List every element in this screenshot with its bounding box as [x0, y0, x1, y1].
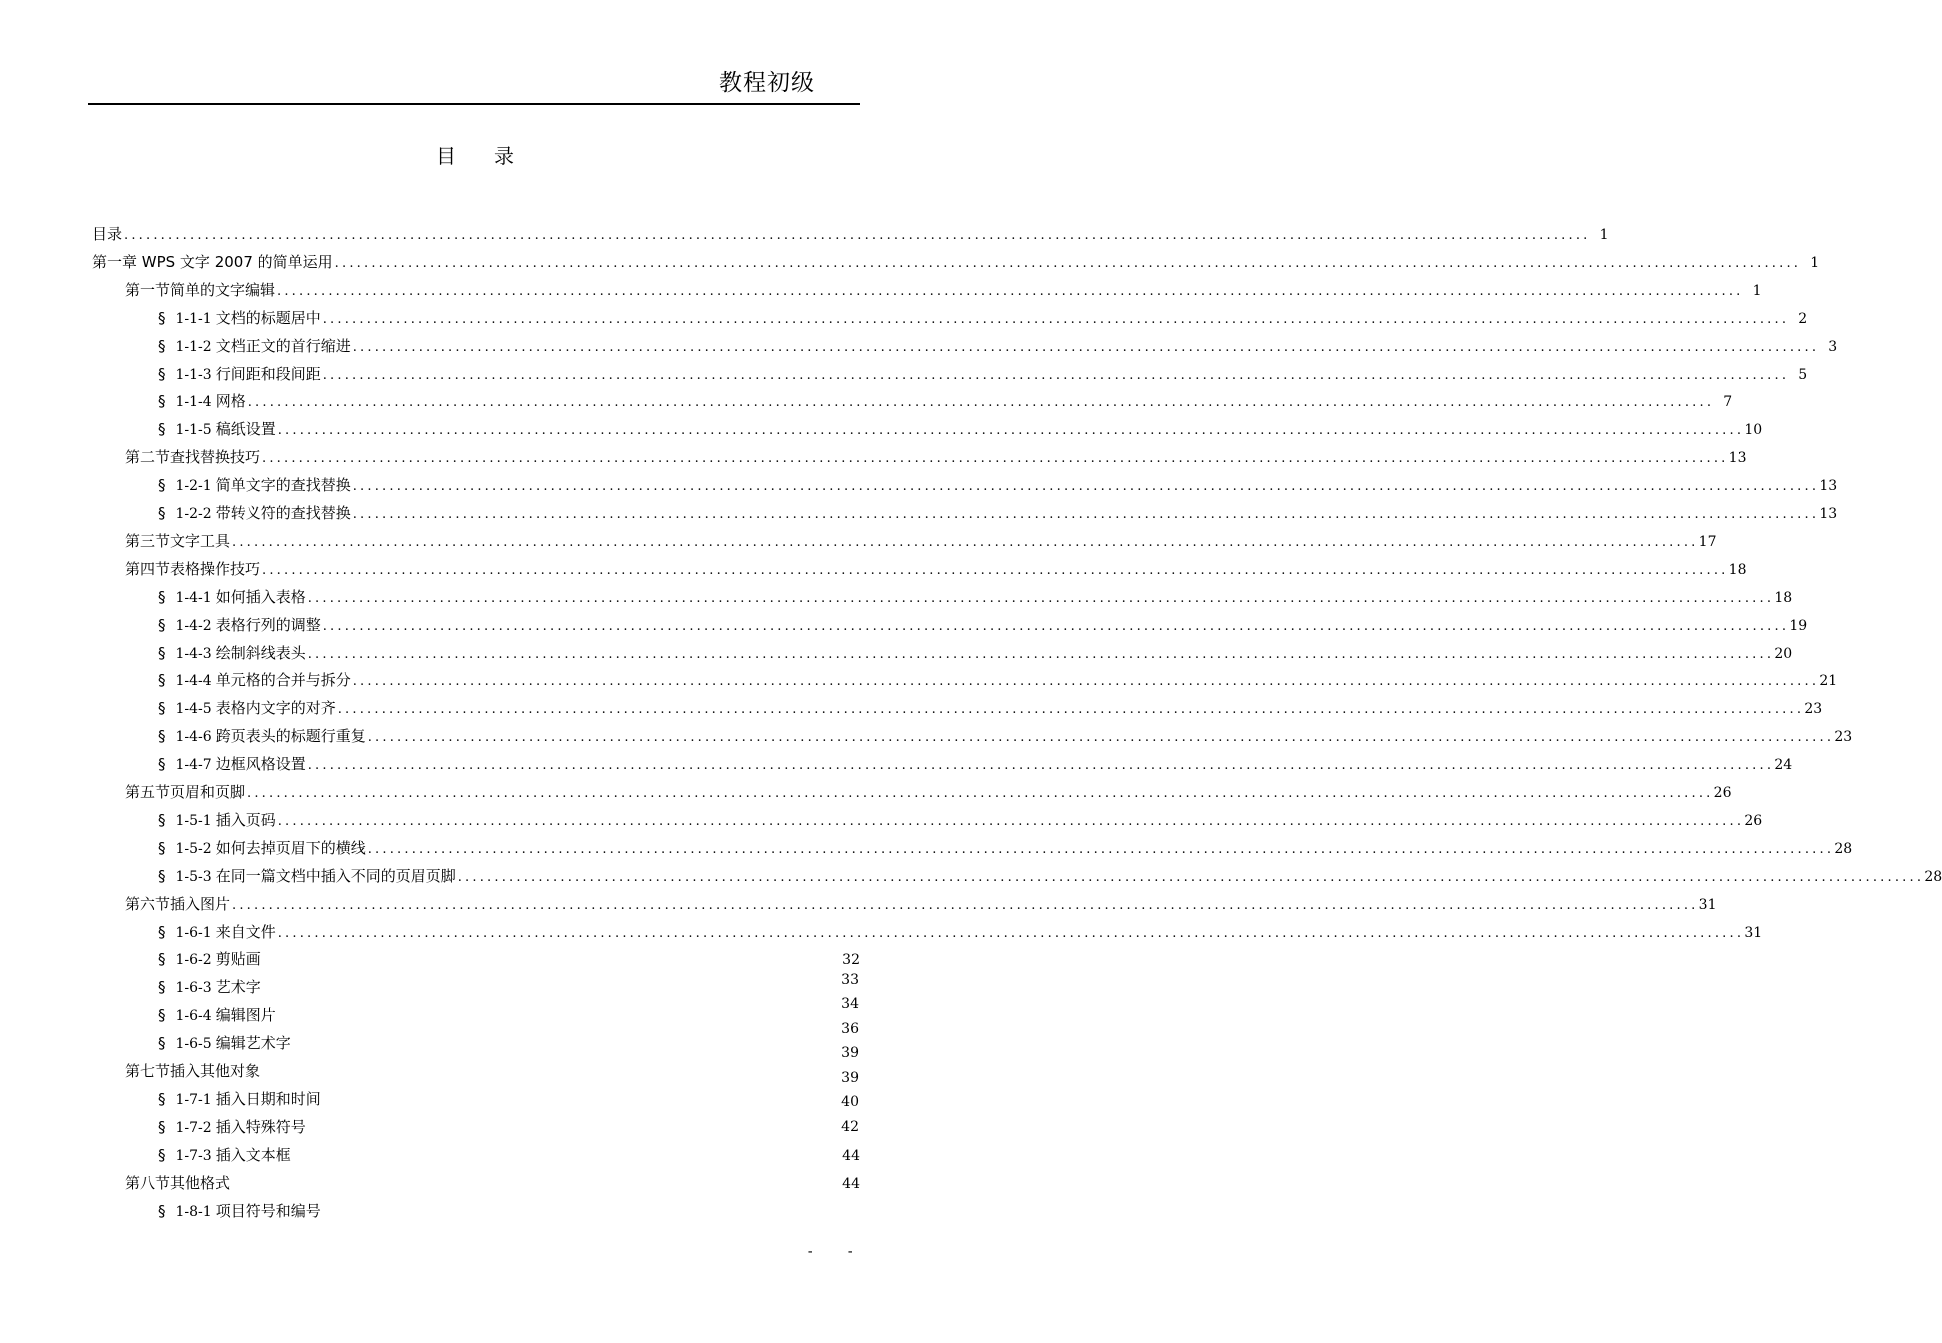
- toc-entry-text: 第六节插入图片: [125, 894, 231, 913]
- toc-entry-text: 剪贴画: [215, 950, 261, 969]
- toc-entry-number: 1-6-5: [175, 1036, 212, 1053]
- toc-page-number: 17: [1698, 533, 1717, 550]
- toc-page-number: 13: [1728, 450, 1747, 467]
- toc-entry-number: 1-1-3: [175, 366, 212, 383]
- dot-leader: ........................................................................................................................................................................................................: [262, 562, 1729, 578]
- section-sign: §: [158, 1006, 166, 1025]
- dot-leader: ........................................................................................................................................................................................................: [322, 367, 1790, 383]
- toc-page-number: 18: [1774, 589, 1793, 606]
- toc-entry-text: 网格: [215, 392, 246, 411]
- toc-entry[interactable]: [158, 471, 1838, 499]
- toc-entry-number: 1-4-2: [175, 617, 212, 634]
- dot-leader: ........................................................................................................................................................................................................: [367, 841, 1835, 857]
- toc-entry-label: [158, 639, 306, 668]
- toc-entry-label: [158, 806, 276, 835]
- section-sign: §: [158, 671, 166, 690]
- toc-page-number: 32: [842, 952, 860, 969]
- toc-entry-text: 带转义符的查找替换: [215, 504, 351, 522]
- toc-entry-text: 跨页表头的标题行重复: [215, 727, 366, 746]
- toc-entry-label: [158, 750, 306, 779]
- dot-leader: ........................................................................................................................................................................................................: [322, 311, 1790, 327]
- section-sign: §: [158, 978, 166, 997]
- toc-page-number: 39: [841, 1070, 859, 1086]
- toc-entry-number: 1-7-3: [175, 1147, 212, 1164]
- toc-entry-label: [158, 387, 246, 416]
- toc-entry[interactable]: [125, 1057, 860, 1085]
- toc-entry-number: 1-1-2: [175, 338, 212, 355]
- toc-page-number: 26: [1713, 785, 1732, 801]
- toc-entry-text: 如何插入表格: [215, 587, 306, 606]
- toc-entry-text: 第五节页眉和页脚: [125, 783, 246, 801]
- toc-entry-label: [125, 890, 230, 918]
- toc-entry-label: [158, 862, 456, 891]
- toc-entry[interactable]: [158, 415, 1763, 443]
- toc-entry[interactable]: [158, 806, 1763, 834]
- toc-entry[interactable]: [158, 360, 1808, 388]
- toc-entry-number: 1-5-3: [175, 868, 212, 885]
- dot-leader: ........................................................................................................................................................................................................: [457, 869, 1925, 885]
- toc-entry[interactable]: [158, 1085, 860, 1113]
- dot-leader: ........................................................................................................................................................................................................: [262, 451, 1729, 467]
- toc-entry-text: 第一节简单的文字编辑: [125, 280, 276, 299]
- dot-leader: ........................................................................................................................................................................................................: [367, 730, 1835, 746]
- toc-entry-label: [125, 778, 245, 806]
- toc-entry-text: 稿纸设置: [215, 420, 276, 439]
- toc-entry[interactable]: [158, 1113, 860, 1141]
- toc-entry-text: 第四节表格操作技巧: [125, 559, 261, 578]
- toc-entry-number: 1-6-2: [175, 952, 212, 969]
- dot-leader: ........................................................................................................................................................................................................: [352, 479, 1820, 495]
- toc-entry-label: [125, 527, 230, 555]
- toc-entry-text: 行间距和段间距: [215, 364, 321, 383]
- toc-entry-text: 编辑艺术字: [215, 1034, 291, 1053]
- toc-entry-number: 1-1-1: [175, 310, 212, 327]
- toc-page-number: 2: [1798, 310, 1808, 327]
- toc-entry-text: 第三节文字工具: [125, 531, 231, 550]
- toc-page-number: 28: [1924, 868, 1942, 885]
- toc-entry-label: [158, 471, 351, 500]
- dot-leader: ........................................................................................................................................................................................................: [277, 925, 1745, 941]
- toc-entry-number: 1-4-5: [175, 701, 212, 718]
- toc-entry-text: 单元格的合并与拆分: [215, 671, 351, 690]
- section-sign: §: [158, 420, 166, 439]
- toc-entry-label: [158, 415, 276, 444]
- toc-entry[interactable]: [158, 694, 1823, 722]
- toc-entry-label: [125, 555, 260, 583]
- toc-page-number: 13: [1819, 478, 1838, 495]
- toc-entry[interactable]: [158, 1197, 860, 1225]
- toc-page-number: 36: [841, 1021, 859, 1037]
- dot-leader: ........................................................................................................................................................................................................: [232, 897, 1699, 913]
- toc-entry-number: 1-6-4: [175, 1008, 212, 1025]
- toc-entry-label: [158, 499, 351, 528]
- toc-entry-label: [158, 583, 306, 612]
- toc-entry-number: 1-4-4: [175, 673, 212, 690]
- toc-entry-text: 插入文本框: [215, 1145, 291, 1164]
- toc-entry-text: 插入页码: [215, 810, 276, 829]
- section-sign: §: [158, 950, 166, 969]
- toc-entry-label: [158, 304, 321, 333]
- toc-page-number: 20: [1774, 645, 1793, 662]
- toc-entry-number: 1-7-1: [175, 1091, 212, 1108]
- toc-entry-text: 表格内文字的对齐: [215, 699, 336, 718]
- toc-entry-number: 1-4-7: [175, 757, 212, 774]
- toc-page-number: 42: [841, 1119, 859, 1135]
- toc-page-number: 19: [1789, 617, 1808, 634]
- toc-entry-label: [158, 611, 321, 640]
- toc-page-number: 44: [842, 1147, 860, 1164]
- section-sign: §: [158, 392, 166, 411]
- toc-entry-text: 目录: [92, 225, 123, 243]
- toc-entry-number: 1-4-1: [175, 589, 212, 606]
- dot-leader: ........................................................................................................................................................................................................: [277, 423, 1745, 439]
- dot-leader: ........................................................................................................................................................................................................: [352, 339, 1820, 355]
- toc-page-number: 23: [1834, 729, 1853, 746]
- toc-page-number: 44: [842, 1175, 860, 1192]
- dot-leader: ........................................................................................................................................................................................................: [307, 758, 1775, 774]
- toc-entry-label: [158, 1113, 306, 1142]
- toc-entry-text: 第八节其他格式: [125, 1173, 231, 1192]
- section-sign: §: [158, 476, 166, 495]
- toc-page-number: 26: [1744, 812, 1763, 829]
- toc-entry-number: 1-6-1: [175, 924, 212, 941]
- toc-entry-label: [92, 220, 122, 248]
- toc-entry-label: [158, 1197, 321, 1226]
- toc-page-number: 23: [1804, 701, 1823, 718]
- toc-page-number: 21: [1819, 673, 1838, 690]
- toc-entry-number: 1-6-3: [175, 980, 212, 997]
- toc-page-number: 24: [1774, 757, 1793, 774]
- toc-entry-label: [125, 443, 260, 471]
- toc-entry-label: [158, 1029, 291, 1058]
- toc-page-number: 39: [841, 1045, 859, 1061]
- toc-entry[interactable]: [158, 639, 1793, 667]
- toc-entry-label: [125, 276, 275, 304]
- toc-entry[interactable]: [158, 945, 860, 973]
- section-sign: §: [158, 504, 166, 522]
- section-sign: §: [158, 1201, 166, 1220]
- section-sign: §: [158, 1117, 166, 1136]
- toc-entry[interactable]: [158, 1001, 860, 1029]
- toc-entry-text: 插入特殊符号: [215, 1117, 306, 1136]
- section-sign: §: [158, 838, 166, 857]
- toc-entry-text: 艺术字: [215, 978, 261, 997]
- toc-entry-number: 1-5-2: [175, 840, 212, 857]
- section-sign: §: [158, 1034, 166, 1053]
- toc-entry[interactable]: [158, 666, 1838, 694]
- toc-entry-text: 边框风格设置: [215, 755, 306, 774]
- toc-page-number: 28: [1834, 840, 1853, 857]
- toc-page-number: 7: [1723, 394, 1733, 411]
- toc-entry-label: [158, 834, 366, 863]
- toc-entry-text: 文档的标题居中: [215, 308, 321, 327]
- toc-entry[interactable]: [158, 387, 1733, 415]
- toc-page-number: 13: [1819, 506, 1838, 522]
- dot-leader: ........................................................................................................................................................................................................: [247, 395, 1715, 411]
- toc-entry[interactable]: [158, 918, 1763, 946]
- toc-entry[interactable]: [158, 834, 1853, 862]
- toc-entry-text: 第一章 WPS 文字 2007 的简单运用: [92, 252, 333, 271]
- toc-entry[interactable]: [158, 1029, 860, 1057]
- toc-entry[interactable]: [158, 750, 1793, 778]
- page-header-title: 教程初级: [719, 70, 815, 96]
- toc-entry-text: 如何去掉页眉下的横线: [215, 838, 366, 857]
- toc-entry[interactable]: [125, 527, 1717, 555]
- toc-entry[interactable]: [158, 304, 1808, 332]
- dot-leader: ........................................................................................................................................................................................................: [277, 813, 1745, 829]
- toc-entry[interactable]: [125, 890, 1717, 918]
- section-sign: §: [158, 364, 166, 383]
- footer-mark-right: -: [846, 1244, 855, 1260]
- dot-leader: ........................................................................................................................................................................................................: [232, 534, 1699, 550]
- toc-entry[interactable]: [125, 778, 1732, 806]
- toc-entry-label: [158, 722, 366, 751]
- toc-entry-label: [158, 973, 261, 1002]
- toc-page-number: 1: [1752, 282, 1762, 299]
- toc-entry[interactable]: [158, 499, 1838, 527]
- header-rule: [88, 103, 860, 105]
- toc-entry[interactable]: [158, 1141, 860, 1169]
- toc-entry-text: 插入日期和时间: [215, 1089, 321, 1108]
- toc-entry-text: 简单文字的查找替换: [215, 476, 351, 495]
- dot-leader: ........................................................................................................................................................................................................: [352, 507, 1820, 522]
- toc-page-number: 1: [1599, 227, 1609, 243]
- section-sign: §: [158, 308, 166, 327]
- toc-entry-text: 在同一篇文档中插入不同的页眉页脚: [215, 866, 456, 885]
- toc-entry-number: 1-7-2: [175, 1119, 212, 1136]
- toc-entry-text: 绘制斜线表头: [215, 643, 306, 662]
- dot-leader: ........................................................................................................................................................................................................: [307, 646, 1775, 662]
- toc-entry[interactable]: [125, 1169, 860, 1197]
- toc-entry[interactable]: [158, 722, 1853, 750]
- section-sign: §: [158, 810, 166, 829]
- dot-leader: ........................................................................................................................................................................................................: [322, 618, 1790, 634]
- toc-page-number: 34: [841, 996, 859, 1012]
- section-sign: §: [158, 922, 166, 941]
- toc-entry[interactable]: [158, 583, 1793, 611]
- toc-page-number: 5: [1798, 366, 1808, 383]
- toc-entry[interactable]: [158, 973, 860, 1001]
- toc-entry-number: 1-1-4: [175, 394, 212, 411]
- toc-entry-label: [158, 332, 351, 361]
- toc-entry[interactable]: [92, 248, 1820, 276]
- toc-entry-label: [158, 666, 351, 695]
- section-sign: §: [158, 587, 166, 606]
- toc-entry-label: [158, 945, 261, 974]
- toc-entry[interactable]: [125, 555, 1747, 583]
- dot-leader: ........................................................................................................................................................................................................: [352, 674, 1820, 690]
- toc-page-number: 33: [841, 972, 859, 988]
- toc-entry-label: [158, 694, 336, 723]
- toc-page-number: 31: [1698, 896, 1717, 913]
- toc-page-number: 40: [841, 1094, 859, 1110]
- section-sign: §: [158, 755, 166, 774]
- toc-entry-text: 编辑图片: [215, 1006, 276, 1025]
- toc-entry-number: 1-4-3: [175, 645, 212, 662]
- section-sign: §: [158, 727, 166, 746]
- toc-entry[interactable]: [158, 332, 1838, 360]
- toc-entry-number: 1-1-5: [175, 422, 212, 439]
- toc-entry-number: 1-8-1: [175, 1203, 212, 1220]
- toc-entry[interactable]: [158, 862, 1942, 890]
- dot-leader: ........................................................................................................................................................................................................: [337, 702, 1805, 718]
- toc-entry-label: [125, 1169, 230, 1197]
- section-sign: §: [158, 1145, 166, 1164]
- toc-entry[interactable]: [158, 611, 1808, 639]
- toc-entry-number: 1-2-1: [175, 478, 212, 495]
- toc-entry-text: 表格行列的调整: [215, 615, 321, 634]
- section-sign: §: [158, 643, 166, 662]
- toc-page-number: 1: [1810, 254, 1820, 271]
- toc-entry-text: 来自文件: [215, 922, 276, 941]
- dot-leader: ........................................................................................................................................................................................................: [307, 590, 1775, 606]
- toc-entry[interactable]: [125, 443, 1747, 471]
- toc-entry-label: [158, 360, 321, 389]
- toc-entry-label: [125, 1057, 260, 1085]
- dot-leader: ........................................................................................................................................................................................................: [334, 255, 1802, 271]
- toc-entry-label: [158, 1001, 276, 1030]
- toc-entry-label: [158, 918, 276, 947]
- toc-entry[interactable]: [125, 276, 1762, 304]
- dot-leader: ........................................................................................................................................................................................................: [277, 283, 1744, 299]
- section-sign: §: [158, 699, 166, 718]
- toc-entry-number: 1-4-6: [175, 729, 212, 746]
- toc-page-number: 18: [1728, 561, 1747, 578]
- toc-entry-number: 1-2-2: [175, 506, 212, 522]
- toc-entry-text: 第七节插入其他对象: [125, 1062, 261, 1080]
- toc-entry-text: 项目符号和编号: [215, 1201, 321, 1220]
- toc-page-number: 31: [1744, 924, 1763, 941]
- section-sign: §: [158, 866, 166, 885]
- toc-page-number: 10: [1744, 422, 1763, 439]
- dot-leader: ........................................................................................................................................................................................................: [124, 228, 1591, 243]
- dot-leader: ........................................................................................................................................................................................................: [247, 786, 1714, 801]
- section-sign: §: [158, 615, 166, 634]
- footer-mark-left: -: [806, 1244, 815, 1260]
- toc-entry[interactable]: [92, 220, 1609, 248]
- toc-entry-text: 文档正文的首行缩进: [215, 336, 351, 355]
- toc-entry-label: [158, 1141, 291, 1170]
- section-sign: §: [158, 336, 166, 355]
- section-sign: §: [158, 1089, 166, 1108]
- toc-entry-label: [92, 248, 333, 276]
- toc-page-number: 3: [1828, 338, 1838, 355]
- toc-heading: 目录: [436, 144, 552, 168]
- toc-entry-number: 1-5-1: [175, 812, 212, 829]
- toc-entry-label: [158, 1085, 321, 1114]
- toc-entry-text: 第二节查找替换技巧: [125, 448, 261, 467]
